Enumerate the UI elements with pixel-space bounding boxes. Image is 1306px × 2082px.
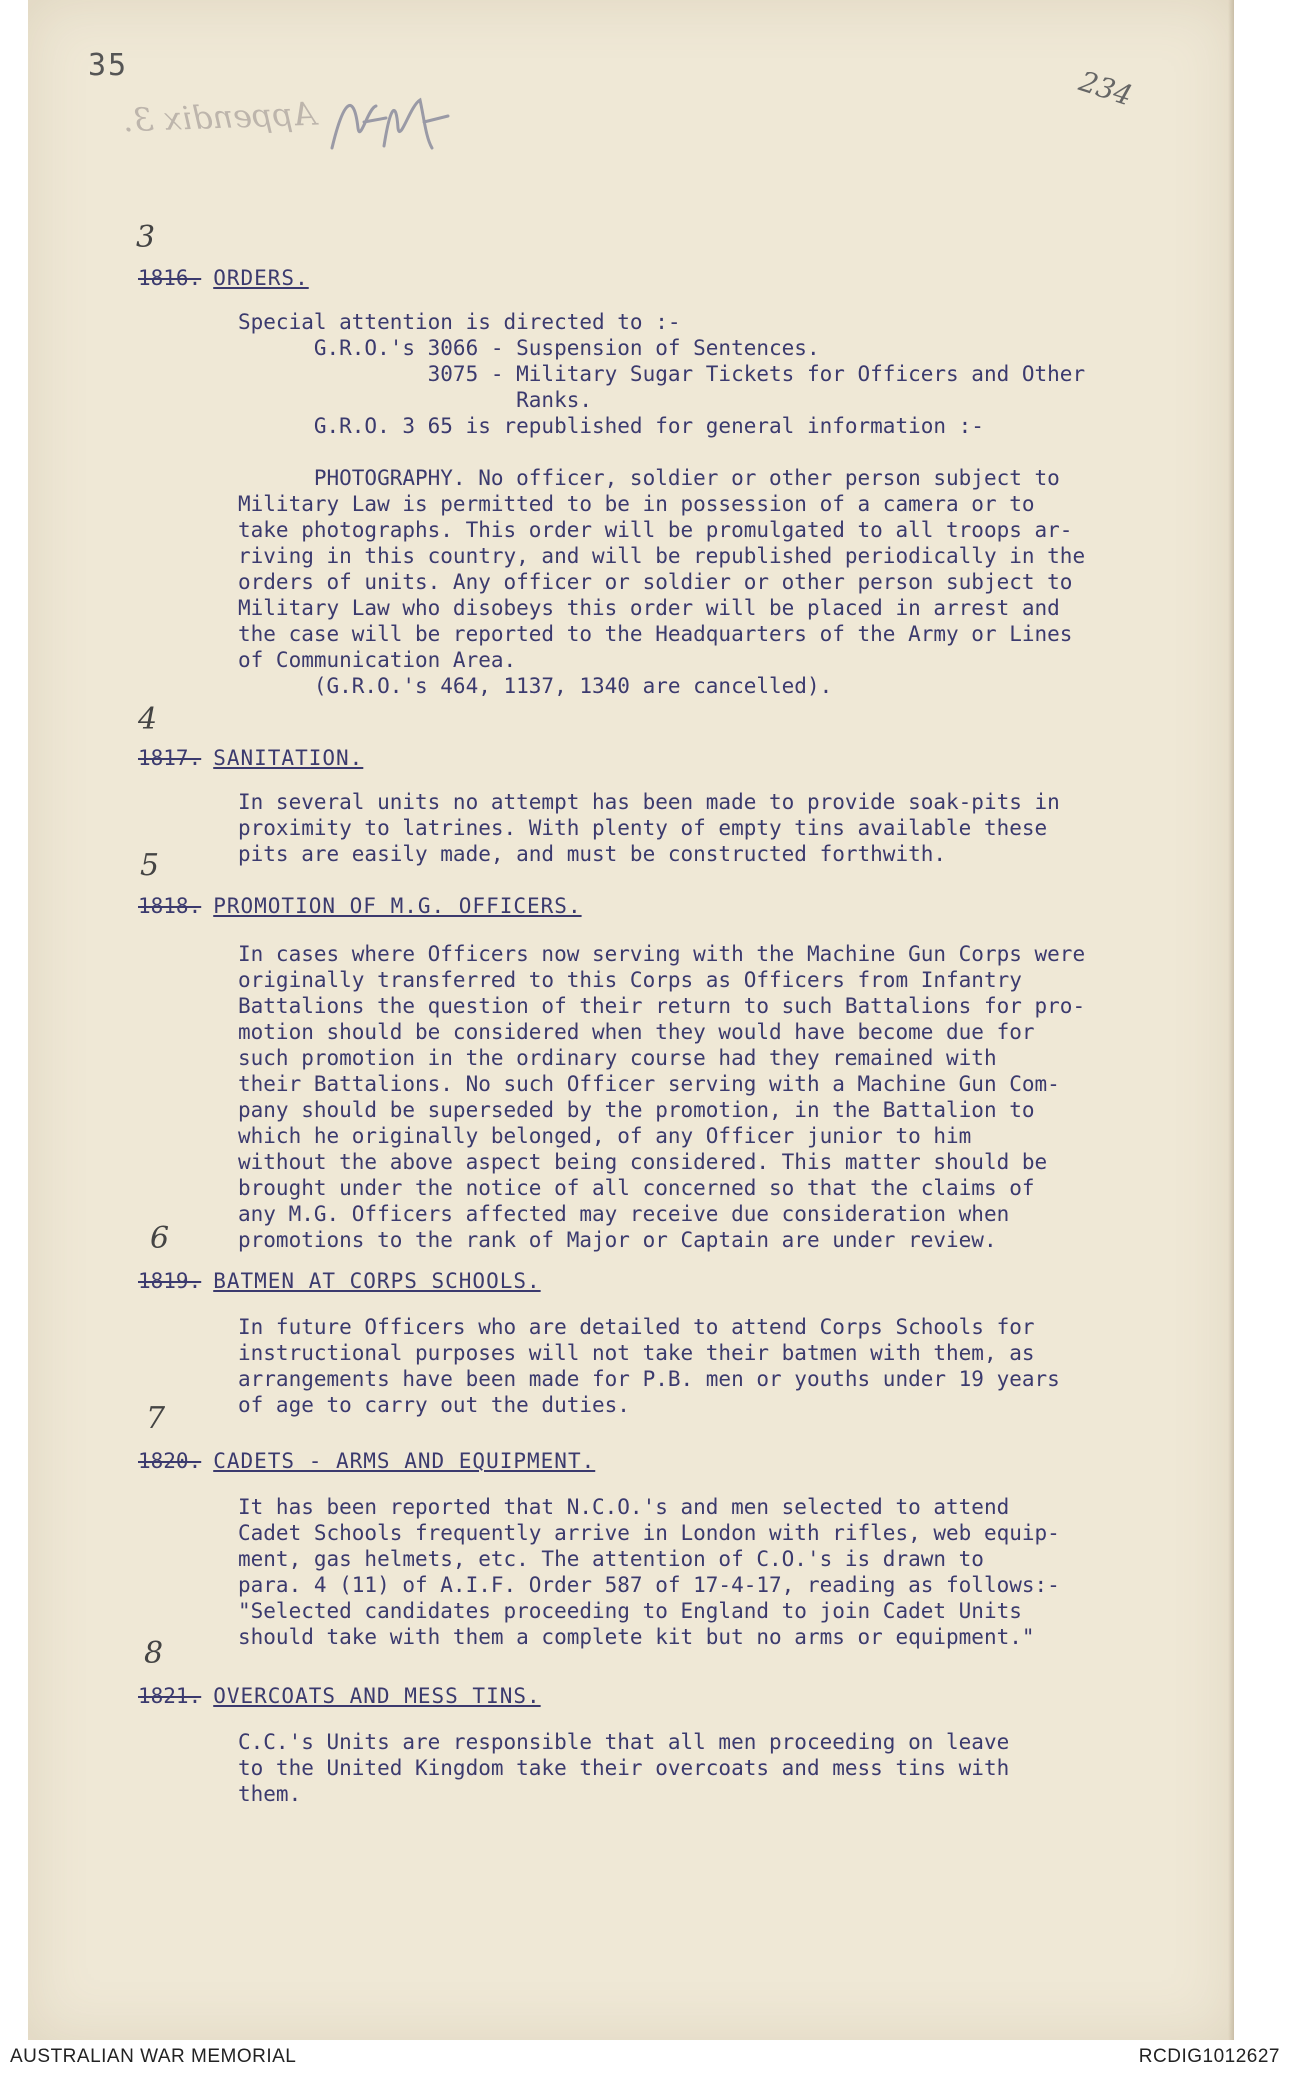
text-line: It has been reported that N.C.O.'s and men selected to attend: [238, 1495, 1010, 1519]
section-heading: [138, 745, 1060, 771]
text-line: without the above aspect being considered. This matter should be: [238, 1150, 1048, 1174]
section-heading: [138, 893, 1085, 919]
text-line: them.: [238, 1782, 302, 1806]
section-number-handwritten: 6: [150, 1221, 170, 1256]
text-line: para. 4 (11) of A.I.F. Order 587 of 17-4-17, reading as follows:-: [238, 1573, 1060, 1597]
text-line: originally transferred to this Corps as Officers from Infantry: [238, 968, 1022, 992]
text-line: brought under the notice of all concerned so that the claims of: [238, 1176, 1035, 1200]
text-line: pits are easily made, and must be constructed forthwith.: [238, 842, 947, 866]
section-sanitation: [138, 702, 1060, 867]
section-title: BATMEN AT CORPS SCHOOLS.: [213, 1269, 541, 1293]
section-title: OVERCOATS AND MESS TINS.: [213, 1684, 541, 1708]
text-line: [238, 439, 1085, 465]
section-title: PROMOTION OF M.G. OFFICERS.: [213, 894, 582, 918]
text-line: their Battalions. No such Officer serving with a Machine Gun Com-: [238, 1072, 1060, 1096]
section-number-typed: 1816.: [138, 266, 202, 290]
section-orders: [136, 220, 1086, 699]
text-line: arrangements have been made for P.B. men or youths under 19 years: [238, 1367, 1060, 1391]
section-number-typed: 1818.: [138, 894, 202, 918]
section-number-handwritten: 3: [136, 220, 156, 255]
text-line: riving in this country, and will be republished periodically in the: [238, 544, 1086, 568]
text-line: (G.R.O.'s 464, 1137, 1340 are cancelled).: [238, 674, 833, 698]
section-heading: [138, 265, 1085, 291]
section-number-typed: 1819.: [138, 1269, 202, 1293]
section-title: CADETS - ARMS AND EQUIPMENT.: [213, 1449, 596, 1473]
section-body: [238, 1494, 1060, 1650]
text-line: take photographs. This order will be promulgated to all troops ar-: [238, 518, 1073, 542]
text-line: such promotion in the ordinary course had they remained with: [238, 1046, 997, 1070]
section-body: [238, 789, 1060, 867]
text-line: Cadet Schools frequently arrive in London with rifles, web equip-: [238, 1521, 1060, 1545]
page-number: 35: [88, 48, 129, 83]
section-number-typed: 1817.: [138, 746, 202, 770]
handwritten-signature: [324, 88, 454, 158]
section-heading: [138, 1683, 1009, 1709]
section-title: SANITATION.: [213, 746, 364, 770]
text-line: Military Law is permitted to be in possession of a camera or to: [238, 492, 1035, 516]
section-number-handwritten: 7: [146, 1401, 166, 1436]
text-line: pany should be superseded by the promotion, in the Battalion to: [238, 1098, 1035, 1122]
section-body: [238, 1729, 1009, 1807]
text-line: G.R.O. 3 65 is republished for general information :-: [238, 414, 984, 438]
section-title: ORDERS.: [213, 266, 309, 290]
text-line: ment, gas helmets, etc. The attention of C.O.'s is drawn to: [238, 1547, 984, 1571]
text-line: proximity to latrines. With plenty of empty tins available these: [238, 816, 1048, 840]
text-line: G.R.O.'s 3066 - Suspension of Sentences.: [238, 336, 820, 360]
text-line: of age to carry out the duties.: [238, 1393, 630, 1417]
footer-record-id: RCDIG1012627: [1138, 2046, 1280, 2067]
section-body: [238, 941, 1085, 1253]
text-line: to the United Kingdom take their overcoats and mess tins with: [238, 1756, 1010, 1780]
text-line: "Selected candidates proceeding to England to join Cadet Units: [238, 1599, 1022, 1623]
text-line: In several units no attempt has been made to provide soak-pits in: [238, 790, 1060, 814]
text-line: C.C.'s Units are responsible that all men proceeding on leave: [238, 1730, 1010, 1754]
text-line: 3075 - Military Sugar Tickets for Officers and Other: [238, 362, 1086, 386]
paper-edge: [1228, 0, 1234, 2040]
text-line: instructional purposes will not take their batmen with them, as: [238, 1341, 1035, 1365]
text-line: motion should be considered when they would have become due for: [238, 1020, 1035, 1044]
text-line: the case will be reported to the Headquarters of the Army or Lines: [238, 622, 1073, 646]
appendix-stamp: Appendix 3.: [122, 94, 317, 140]
section-number-handwritten: 8: [144, 1636, 164, 1671]
section-number-handwritten: 5: [140, 848, 160, 883]
text-line: should take with them a complete kit but no arms or equipment.": [238, 1625, 1035, 1649]
section-heading: [138, 1268, 1060, 1294]
text-line: Battalions the question of their return to such Battalions for pro-: [238, 994, 1086, 1018]
text-line: which he originally belonged, of any Officer junior to him: [238, 1124, 972, 1148]
section-number-typed: 1820.: [138, 1449, 202, 1473]
text-line: Special attention is directed to :-: [238, 310, 681, 334]
section-number-typed: 1821.: [138, 1684, 202, 1708]
text-line: any M.G. Officers affected may receive due consideration when: [238, 1202, 1010, 1226]
text-line: In future Officers who are detailed to attend Corps Schools for: [238, 1315, 1035, 1339]
text-line: Military Law who disobeys this order will be placed in arrest and: [238, 596, 1060, 620]
folio-number: 234: [1074, 64, 1136, 113]
text-line: orders of units. Any officer or soldier or other person subject to: [238, 570, 1073, 594]
section-body: [238, 309, 1085, 699]
footer-source: AUSTRALIAN WAR MEMORIAL: [10, 2046, 297, 2067]
text-line: PHOTOGRAPHY. No officer, soldier or other person subject to: [238, 466, 1060, 490]
text-line: of Communication Area.: [238, 648, 517, 672]
text-line: promotions to the rank of Major or Captain are under review.: [238, 1228, 997, 1252]
section-number-handwritten: 4: [138, 702, 158, 737]
section-heading: [138, 1448, 1060, 1474]
section-body: [238, 1314, 1060, 1418]
text-line: In cases where Officers now serving with the Machine Gun Corps were: [238, 942, 1086, 966]
text-line: Ranks.: [238, 388, 593, 412]
document-page: [28, 0, 1234, 2040]
